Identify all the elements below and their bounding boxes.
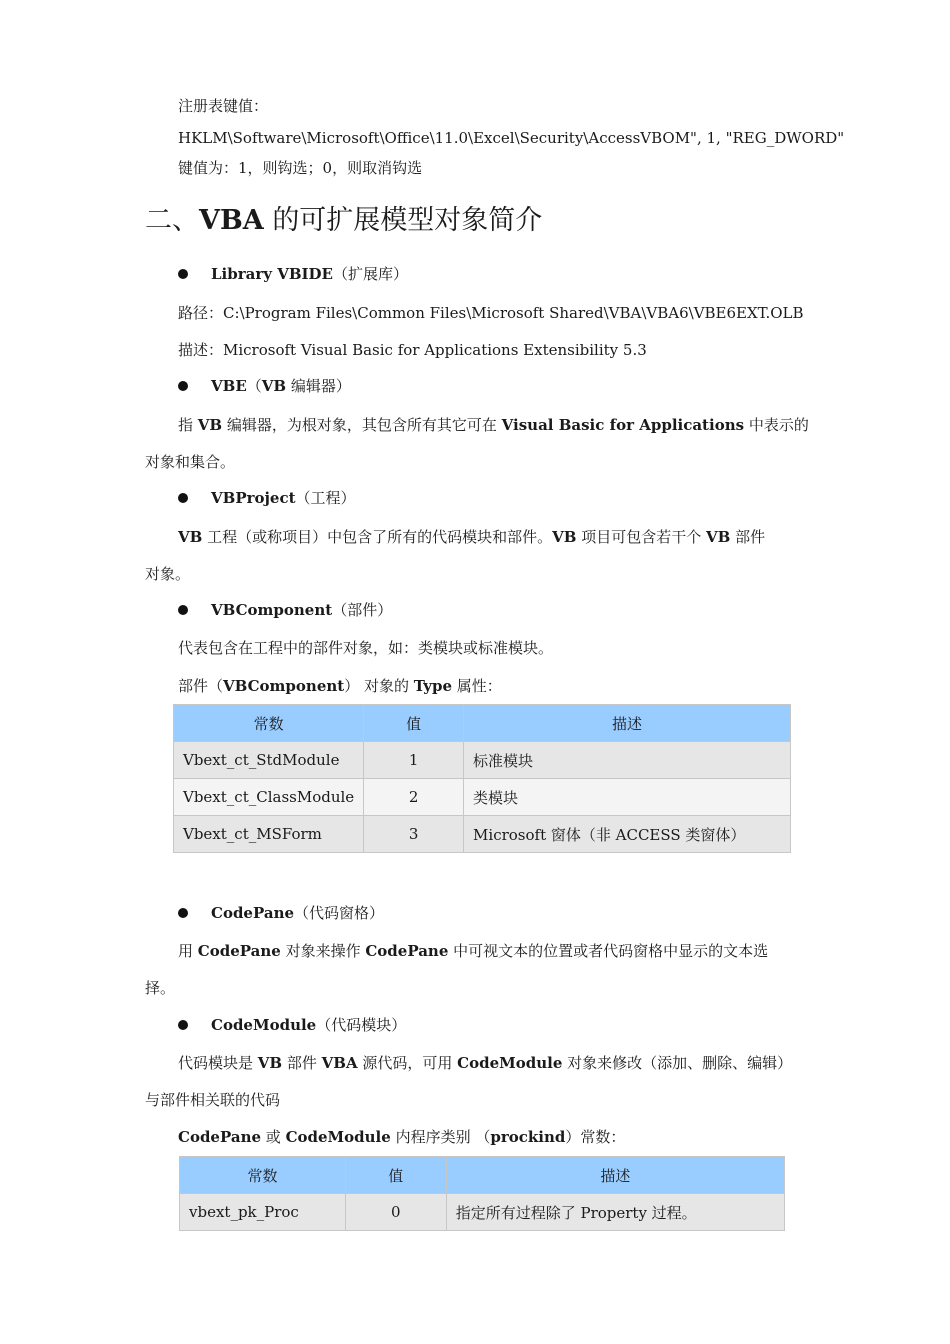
vbe-paragraph <box>178 415 809 435</box>
table-row <box>174 779 791 816</box>
table-cell: 标准模块 <box>464 742 791 779</box>
codemodule-text: 部件 <box>282 1054 322 1072</box>
table-header: 描述 <box>464 705 791 742</box>
table-row <box>180 1194 785 1231</box>
bullet-icon <box>178 1020 188 1030</box>
vbproject-note: （工程） <box>295 489 356 507</box>
registry-label: 注册表键值： <box>178 97 269 115</box>
codemodule-paragraph-cont: 与部件相关联的代码 <box>145 1091 281 1109</box>
table-cell: 0 <box>345 1194 446 1231</box>
vbcomponent-desc: 代表包含在工程中的部件对象，如：类模块或标准模块。 <box>178 639 554 657</box>
type-bold: Type <box>413 677 453 695</box>
codepane-note: （代码窗格） <box>294 904 385 922</box>
codemodule-text: 对象来修改（添加、删除、编辑） <box>562 1054 793 1072</box>
table-header: 常数 <box>180 1157 346 1194</box>
vbe-name: VBE <box>211 377 247 395</box>
vbe-text: 中表示的 <box>744 416 809 434</box>
vbproject-bold: VB <box>552 528 577 546</box>
section-heading <box>145 203 542 239</box>
codepane-heading <box>211 903 384 923</box>
vbproject-paragraph <box>178 527 765 547</box>
section-prefix: 二、 <box>145 205 199 236</box>
bullet-icon <box>178 493 188 503</box>
prockind-text: ）常数： <box>565 1128 626 1146</box>
codemodule-name: CodeModule <box>211 1016 317 1034</box>
vbe-note-close: 编辑器） <box>286 377 351 395</box>
codemodule-heading <box>211 1015 406 1035</box>
prockind-bold: CodeModule <box>285 1128 391 1146</box>
codepane-text: 中可视文本的位置或者代码窗格中显示的文本选 <box>448 942 769 960</box>
table-cell: Vbext_ct_ClassModule <box>174 779 364 816</box>
vbcomponent-note: （部件） <box>332 601 393 619</box>
vbcomponent-type-line <box>178 676 502 696</box>
table-cell: vbext_pk_Proc <box>180 1194 346 1231</box>
vbproject-heading <box>211 488 356 508</box>
table-cell: 2 <box>364 779 464 816</box>
registry-values: 键值为：1，则钩选；0，则取消钩选 <box>178 159 423 177</box>
section-title-rest: 的可扩展模型对象简介 <box>272 205 543 236</box>
type-text: 部件（ <box>178 677 224 695</box>
vbe-text: 指 <box>178 416 198 434</box>
vbproject-bold: VB <box>178 528 203 546</box>
vbproject-paragraph-cont: 对象。 <box>145 565 191 583</box>
prockind-constants-table <box>179 1156 785 1231</box>
vbide-note: （扩展库） <box>332 265 408 283</box>
vbproject-text: 工程（或称项目）中包含了所有的代码模块和部件。 <box>202 528 553 546</box>
codemodule-paragraph <box>178 1053 792 1073</box>
codemodule-bold: VB <box>257 1054 283 1072</box>
vbe-note-bold: VB <box>261 377 287 395</box>
prockind-text: 或 <box>261 1128 286 1146</box>
table-header-row <box>180 1157 785 1194</box>
table-cell: Vbext_ct_StdModule <box>174 742 364 779</box>
codemodule-bold: CodeModule <box>457 1054 563 1072</box>
vbide-path: 路径：C:\Program Files\Common Files\Microsoft Shared\VBA\VBA6\VBE6EXT.OLB <box>178 304 804 322</box>
codepane-bold: CodePane <box>365 942 449 960</box>
vbe-text: 编辑器，为根对象，其包含所有其它可在 <box>222 416 502 434</box>
vbcomponent-heading <box>211 600 392 620</box>
vbide-heading <box>211 264 408 284</box>
codepane-bold: CodePane <box>197 942 281 960</box>
table-cell: Vbext_ct_MSForm <box>174 816 364 853</box>
prockind-text: 内程序类别 （ <box>390 1128 491 1146</box>
registry-key: HKLM\Software\Microsoft\Office\11.0\Excel\Security\AccessVBOM", 1, "REG_DWORD" <box>178 129 845 147</box>
vbproject-bold: VB <box>705 528 731 546</box>
bullet-icon <box>178 381 188 391</box>
section-title-bold: VBA <box>199 205 264 236</box>
vbe-bold: VB <box>197 416 223 434</box>
codepane-text: 对象来操作 <box>280 942 366 960</box>
type-text: ） 对象的 <box>344 677 414 695</box>
table-row <box>174 742 791 779</box>
codepane-paragraph-cont: 择。 <box>145 979 176 997</box>
codepane-text: 用 <box>178 942 198 960</box>
type-bold: VBComponent <box>223 677 345 695</box>
codemodule-text: 源代码，可用 <box>357 1054 458 1072</box>
table-header: 值 <box>364 705 464 742</box>
vbproject-text: 项目可包含若干个 <box>576 528 706 546</box>
table-header: 描述 <box>446 1157 784 1194</box>
table-header: 常数 <box>174 705 364 742</box>
codemodule-note: （代码模块） <box>316 1016 407 1034</box>
bullet-icon <box>178 908 188 918</box>
prockind-bold: prockind <box>490 1128 566 1146</box>
table-cell: 3 <box>364 816 464 853</box>
prockind-bold: CodePane <box>178 1128 262 1146</box>
codepane-paragraph <box>178 941 768 961</box>
vbide-desc: 描述：Microsoft Visual Basic for Applications Extensibility 5.3 <box>178 341 647 359</box>
type-text: 属性： <box>452 677 502 695</box>
prockind-caption <box>178 1127 625 1147</box>
table-header: 值 <box>345 1157 446 1194</box>
codemodule-bold: VBA <box>321 1054 358 1072</box>
vbcomponent-name: VBComponent <box>211 601 333 619</box>
vbe-bold: Visual Basic for Applications <box>501 416 745 434</box>
vbproject-text: 部件 <box>730 528 766 546</box>
table-row <box>174 816 791 853</box>
vbe-heading <box>211 376 351 396</box>
vbproject-name: VBProject <box>211 489 296 507</box>
bullet-icon <box>178 269 188 279</box>
type-constants-table <box>173 704 791 853</box>
vbe-note-open: （ <box>246 377 262 395</box>
table-cell: 类模块 <box>464 779 791 816</box>
table-header-row <box>174 705 791 742</box>
vbe-paragraph-cont: 对象和集合。 <box>145 453 236 471</box>
vbide-name: Library VBIDE <box>211 265 333 283</box>
table-cell: 指定所有过程除了 Property 过程。 <box>446 1194 784 1231</box>
codemodule-text: 代码模块是 <box>178 1054 258 1072</box>
table-cell: Microsoft 窗体（非 ACCESS 类窗体） <box>464 816 791 853</box>
codepane-name: CodePane <box>211 904 295 922</box>
bullet-icon <box>178 605 188 615</box>
table-cell: 1 <box>364 742 464 779</box>
